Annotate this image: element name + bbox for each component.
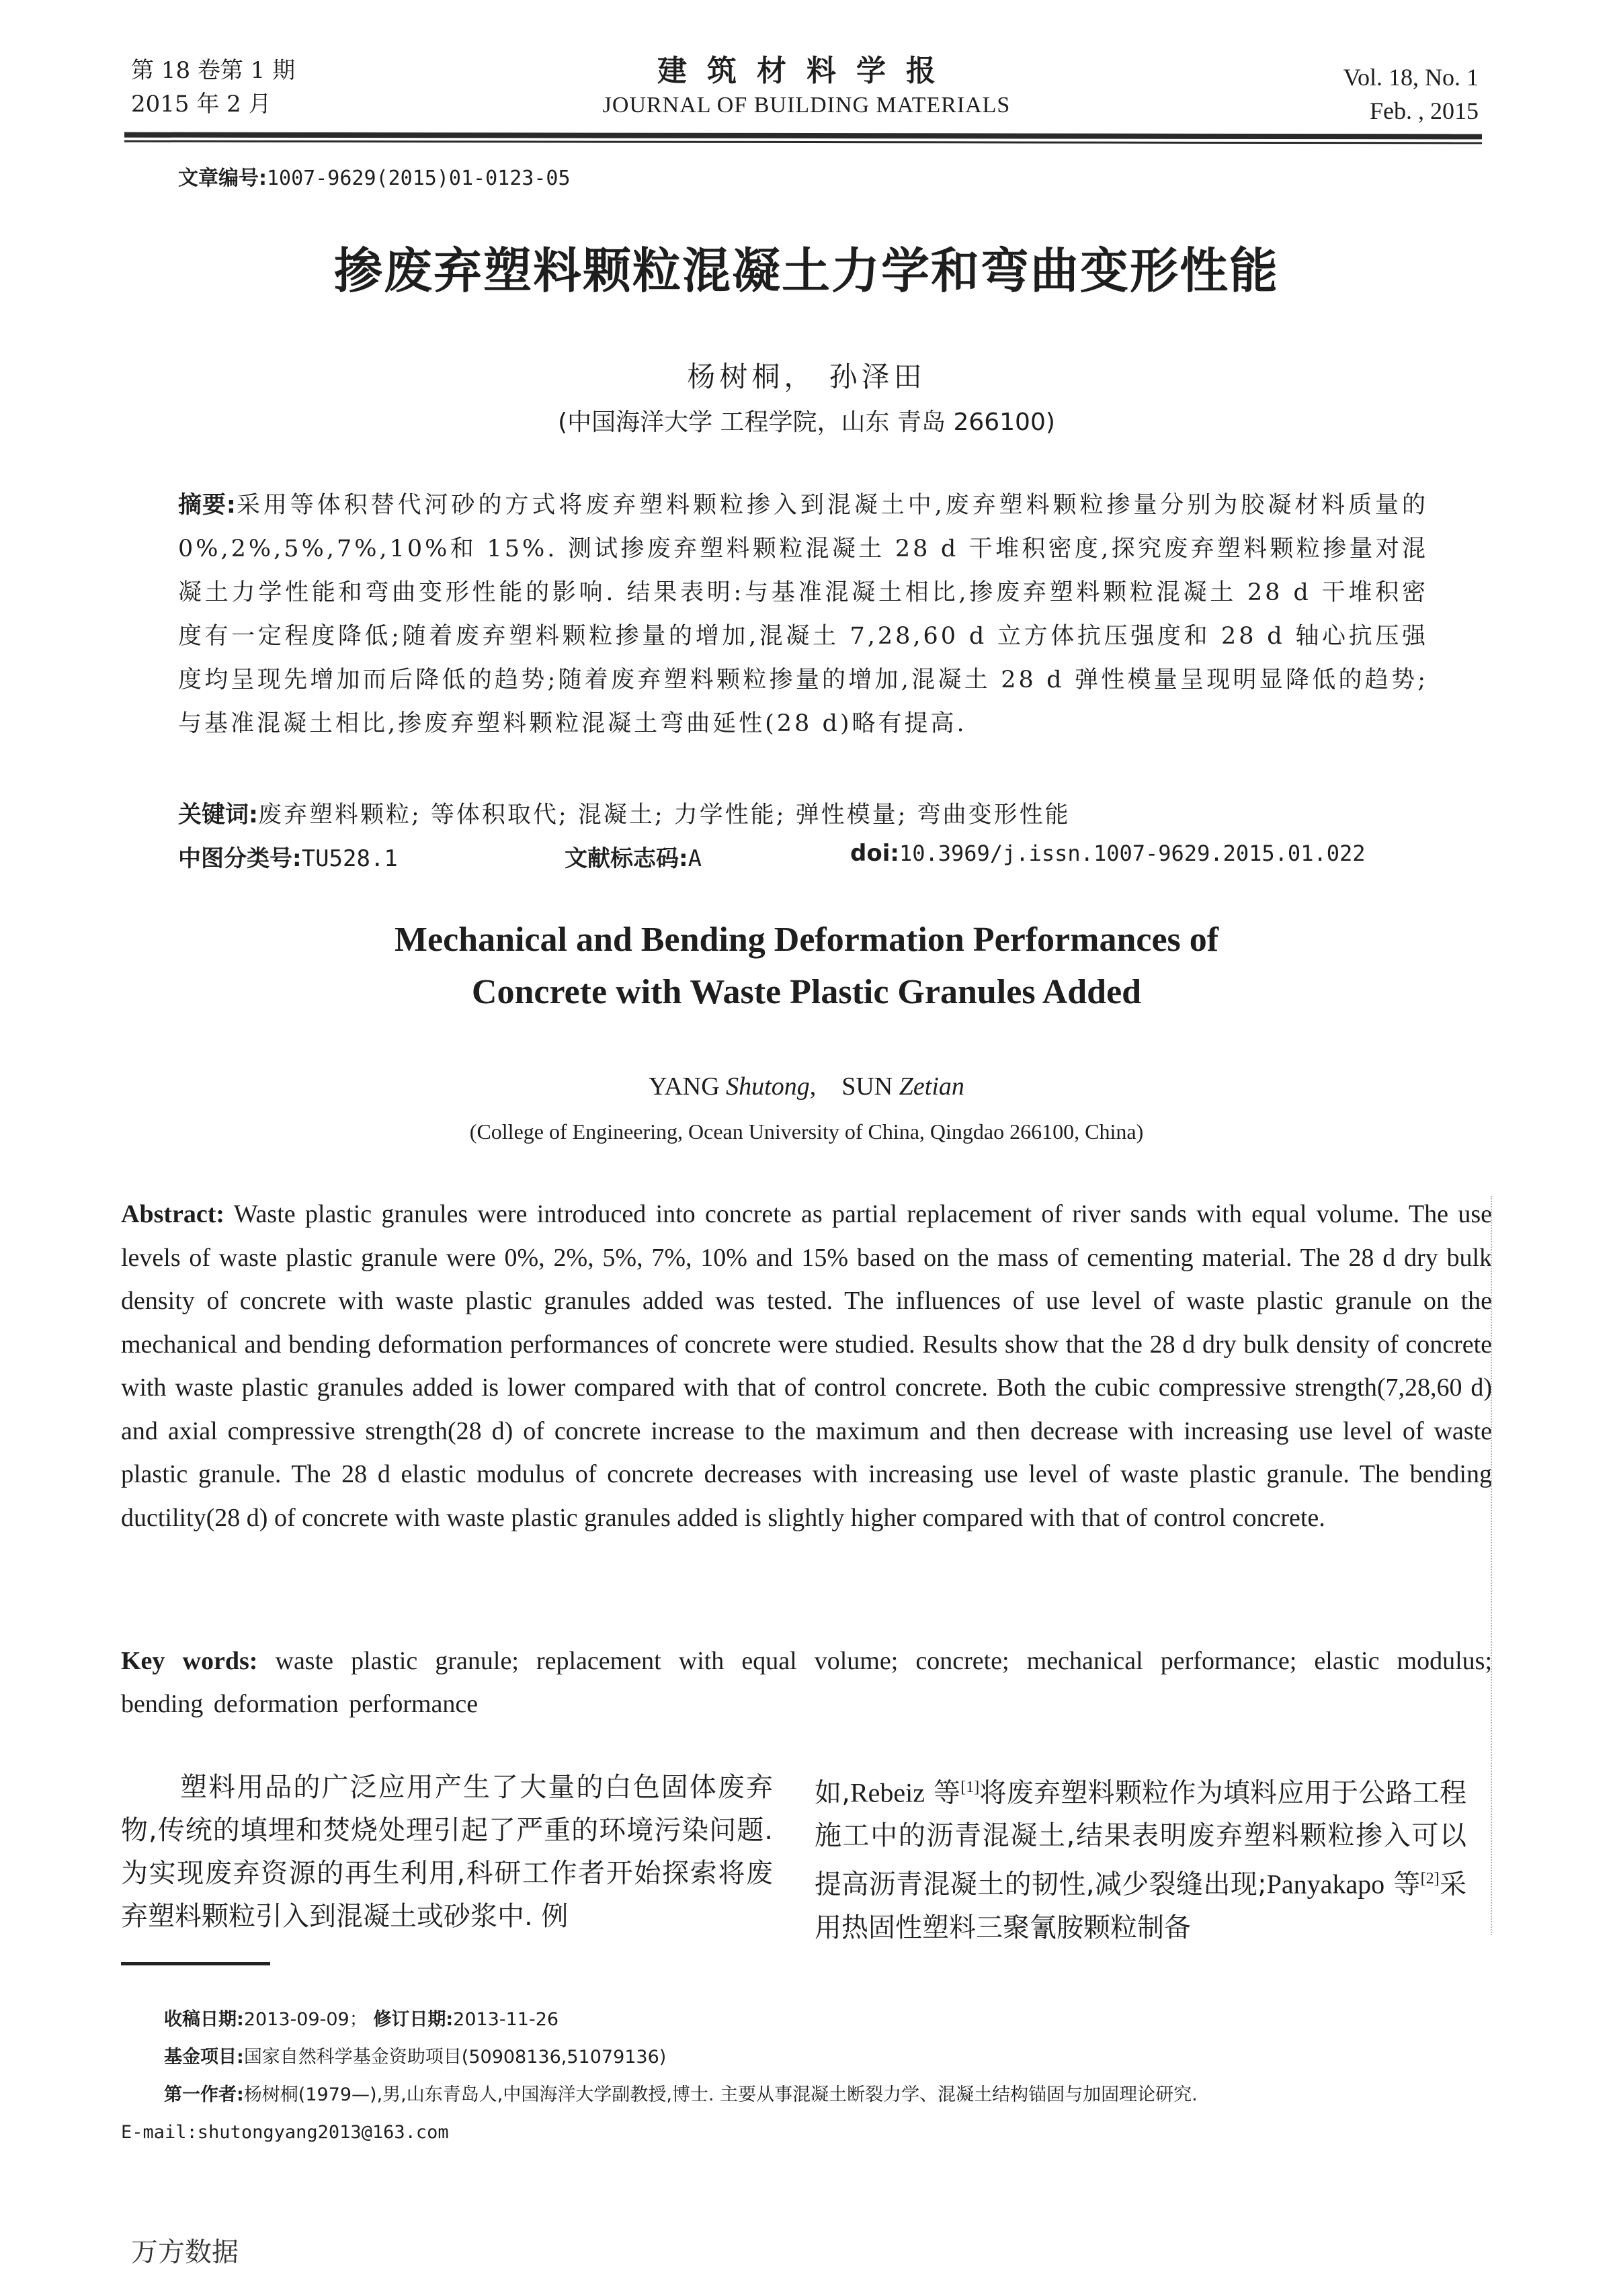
footnotes (121, 2001, 1505, 2152)
article-number (178, 161, 571, 191)
authors-cn: 杨树桐， 孙泽田 (687, 360, 926, 393)
clc-code (178, 840, 398, 873)
author-separator: , (809, 1072, 817, 1101)
header-volume-issue-en (1343, 60, 1479, 128)
journal-name-en: JOURNAL OF BUILDING MATERIALS (602, 93, 1011, 118)
author1-family: YANG (649, 1072, 720, 1101)
body-left-text: 塑料用品的广泛应用产生了大量的白色固体废弃物,传统的填埋和焚烧处理引起了严重的环境污染问题. 为实现废弃资源的再生利用,科研工作者开始探索将废弃塑料颗粒引入到混凝土或砂浆中. 例 (121, 1772, 773, 1932)
body-right-text-1: 如, (815, 1777, 850, 1809)
body-right-text-4: 等 (1384, 1869, 1421, 1900)
abstract-en (121, 1193, 1492, 1539)
body-right-text-2: 等 (925, 1777, 961, 1809)
keywords-en-text: waste plastic granule; replacement with equal volume; concrete; mechanical performance; elastic modulus; bending deformation performance (121, 1647, 1493, 1718)
footnote-funding (121, 2039, 1505, 2076)
footnote-rule (121, 1962, 270, 1965)
journal-name-cn: 建筑材料学报 (657, 54, 956, 88)
abstract-en-label: Abstract: (121, 1200, 225, 1228)
body-right-text-3: 将废弃塑料颗粒作为填料应用于公路工程施工中的沥青混凝土,结果表明废弃塑料颗粒掺入可以提高沥青混凝土的韧性,减少裂缝出现; (815, 1777, 1467, 1900)
title-en-line2: Concrete with Waste Plastic Granules Added (471, 973, 1142, 1011)
abstract-cn (178, 484, 1428, 746)
author2-given: Zetian (899, 1072, 964, 1101)
revised-date: 2013-11-26 (453, 2009, 559, 2030)
cited-author-panyakapo: Panyakapo (1266, 1869, 1385, 1900)
authors-en (0, 1072, 1613, 1101)
body-column-right (815, 1766, 1466, 1949)
document-code (565, 840, 702, 873)
clc-value: TU528.1 (301, 845, 398, 872)
date-cn: 2015 年 2 月 (131, 91, 272, 118)
document-code-value: A (688, 845, 702, 872)
journal-masthead (470, 52, 1143, 121)
document-code-label: 文献标志码: (565, 845, 688, 872)
received-label: 收稿日期: (164, 2009, 244, 2030)
header-rule-thick (124, 132, 1482, 140)
citation-ref-2[interactable]: [2] (1420, 1870, 1440, 1888)
wanfang-watermark: 万方数据 (131, 2237, 239, 2268)
volume-en: Vol. 18, No. 1 (1343, 64, 1479, 91)
footnote-first-author (121, 2076, 1505, 2114)
keywords-en-label: Key words: (121, 1647, 258, 1675)
body-right-text-5: 采用热固性塑料三聚氰胺颗粒制备 (815, 1869, 1467, 1943)
abstract-cn-text: 采用等体积替代河砂的方式将废弃塑料颗粒掺入到混凝土中,废弃塑料颗粒掺量分别为胶凝材料质量的 0%,2%,5%,7%,10%和 15%. 测试掺废弃塑料颗粒混凝土 28 d 干堆积密度,探究废弃塑料颗粒掺量对混凝土力学性能和弯曲变形性能的影响. 结果表明:与基准混凝土相比,掺废弃塑料颗粒混凝土 28 d 干堆积密度有一定程度降低;随着废弃塑料颗粒掺量的增加,混凝土 7,28,60 d 立方体抗压强度和 28 d 轴心抗压强度均呈现先增加而后降低的趋势;随着废弃塑料颗粒掺量的增加,混凝土 28 d 弹性模量呈现明显降低的趋势;与基准混凝土相比,掺废弃塑料颗粒混凝土弯曲延性(28 d)略有提高. (178, 492, 1428, 737)
email-address[interactable]: shutongyang2013@163.com (197, 2122, 449, 2143)
keywords-cn-text: 废弃塑料颗粒; 等体积取代; 混凝土; 力学性能; 弹性模量; 弯曲变形性能 (258, 802, 1071, 828)
cited-author-rebeiz: Rebeiz (850, 1777, 925, 1808)
email-label: E-mail: (121, 2122, 198, 2143)
title-en (0, 914, 1613, 1019)
doi-value[interactable]: 10.3969/j.issn.1007-9629.2015.01.022 (899, 841, 1366, 866)
keywords-cn (178, 796, 1071, 830)
scan-fold-mark (1491, 1196, 1492, 1935)
footnote-email (121, 2114, 1505, 2152)
body-column-left (121, 1766, 773, 1938)
received-date: 2013-09-09 (243, 2009, 349, 2030)
affiliation-en: (College of Engineering, Ocean University of China, Qingdao 266100, China) (469, 1119, 1144, 1144)
clc-label: 中图分类号: (178, 845, 302, 872)
author1-given: Shutong (726, 1072, 810, 1101)
header-volume-issue-cn (131, 54, 295, 121)
article-number-label: 文章编号: (178, 167, 267, 190)
fund-label: 基金项目: (164, 2047, 244, 2068)
title-en-line1: Mechanical and Bending Deformation Performances of (394, 921, 1219, 959)
title-cn: 掺废弃塑料颗粒混凝土力学和弯曲变形性能 (333, 243, 1279, 299)
author2-family: SUN (841, 1072, 893, 1101)
footnote-dates: 收稿日期:2013-09-09； 修订日期:2013-11-26 (164, 2009, 559, 2030)
keywords-cn-label: 关键词: (178, 802, 258, 828)
affiliation-cn: (中国海洋大学 工程学院，山东 青岛 266100) (558, 409, 1055, 436)
volume-cn: 第 18 卷第 1 期 (131, 57, 296, 84)
citation-ref-1[interactable]: [1] (960, 1779, 980, 1796)
doi-label: doi: (850, 840, 899, 867)
article-number-value: 1007-9629(2015)01-0123-05 (267, 167, 571, 190)
keywords-en (121, 1640, 1492, 1726)
date-en: Feb. , 2015 (1370, 97, 1479, 124)
first-author-bio: 杨树桐(1979—),男,山东青岛人,中国海洋大学副教授,博士. 主要从事混凝土断裂力学、混凝土结构锚固与加固理论研究. (243, 2084, 1198, 2105)
abstract-cn-label: 摘要: (178, 492, 236, 519)
fund-value: 国家自然科学基金资助项目(50908136,51079136) (243, 2047, 667, 2068)
revised-label: 修订日期: (373, 2009, 454, 2030)
first-author-label: 第一作者: (164, 2084, 244, 2105)
abstract-en-text: Waste plastic granules were introduced into concrete as partial replacement of river sands with equal volume. The use levels of waste plastic granule were 0%, 2%, 5%, 7%, 10% and 15% based on the mass of cementing material. The 28 d dry bulk density of concrete with waste plastic granules added was tested. The influences of use level of waste plastic granule on the mechanical and bending deformation performances of concrete were studied. Results show that the 28 d dry bulk density of concrete with waste plastic granules added is lower compared with that of control concrete. Both the cubic compressive strength(7,28,60 d) and axial compressive strength(28 d) of concrete increase to the maximum and then decrease with increasing use level of waste plastic granule. The 28 d elastic modulus of concrete decreases with increasing use level of waste plastic granule. The bending ductility(28 d) of concrete with waste plastic granules added is slightly higher compared with that of control concrete. (121, 1200, 1492, 1532)
doi (850, 840, 1366, 867)
header-rule-thin (124, 140, 1482, 144)
